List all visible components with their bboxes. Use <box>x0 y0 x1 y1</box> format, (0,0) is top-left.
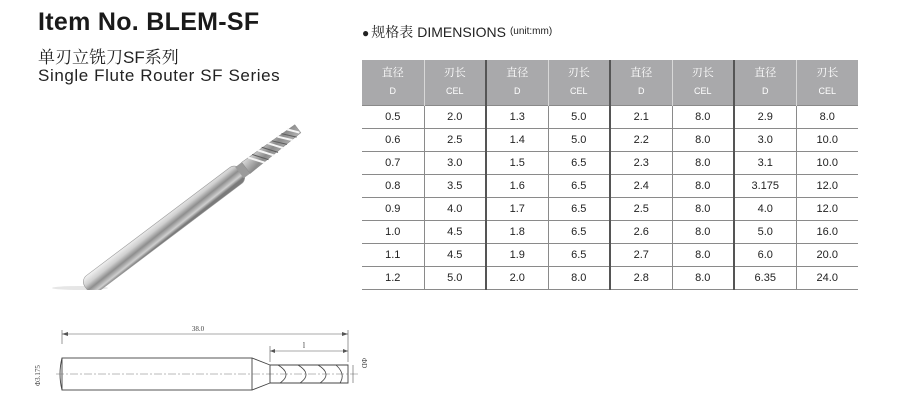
table-cell: 0.6 <box>362 129 424 152</box>
table-cell: 4.0 <box>734 198 796 221</box>
table-row <box>362 175 858 198</box>
table-cell: 8.0 <box>672 267 734 290</box>
col-header-diameter: 直径 D <box>362 60 424 106</box>
col-header-diameter: 直径 D <box>610 60 672 106</box>
table-cell: 8.0 <box>672 244 734 267</box>
table-cell: 0.7 <box>362 152 424 175</box>
table-row <box>362 106 858 129</box>
table-cell: 2.0 <box>486 267 548 290</box>
table-header-row <box>362 60 858 106</box>
table-cell: 1.5 <box>486 152 548 175</box>
unit-label: (unit:mm) <box>509 26 553 37</box>
table-cell: 12.0 <box>796 198 858 221</box>
table-cell: 0.5 <box>362 106 424 129</box>
table-row <box>362 152 858 175</box>
table-row <box>362 129 858 152</box>
table-cell: 6.5 <box>548 221 610 244</box>
dimensions-heading <box>362 22 552 42</box>
col-header-cel: 刃长 CEL <box>672 60 734 106</box>
table-cell: 8.0 <box>672 152 734 175</box>
shank-diameter-label: Φ3.175 <box>34 365 42 386</box>
table-cell: 4.0 <box>424 198 486 221</box>
table-cell: 1.2 <box>362 267 424 290</box>
series-name-english: Single Flute Router SF Series <box>38 66 281 85</box>
table-cell: 3.0 <box>424 152 486 175</box>
dimensions-heading-cn: 规格表 <box>371 24 414 40</box>
table-row <box>362 221 858 244</box>
table-cell: 8.0 <box>672 106 734 129</box>
table-cell: 6.35 <box>734 267 796 290</box>
table-cell: 5.0 <box>424 267 486 290</box>
table-cell: 2.8 <box>610 267 672 290</box>
table-cell: 1.0 <box>362 221 424 244</box>
dimensions-heading-en: DIMENSIONS <box>417 24 506 40</box>
table-cell: 0.9 <box>362 198 424 221</box>
table-cell: 8.0 <box>672 175 734 198</box>
table-cell: 6.5 <box>548 175 610 198</box>
table-cell: 1.7 <box>486 198 548 221</box>
col-header-cel: 刃长 CEL <box>424 60 486 106</box>
router-bit-photo <box>40 120 330 290</box>
table-cell: 3.0 <box>734 129 796 152</box>
flute-length-label: l <box>302 341 306 350</box>
table-cell: 6.5 <box>548 244 610 267</box>
table-cell: 2.0 <box>424 106 486 129</box>
table-cell: 1.9 <box>486 244 548 267</box>
table-cell: 2.2 <box>610 129 672 152</box>
item-title: Item No. BLEM-SF <box>38 8 260 36</box>
table-cell: 8.0 <box>548 267 610 290</box>
bullet-icon: ● <box>362 26 370 40</box>
table-row <box>362 198 858 221</box>
technical-drawing <box>28 318 368 402</box>
col-header-cel: 刃长 CEL <box>796 60 858 106</box>
table-cell: 8.0 <box>796 106 858 129</box>
table-cell: 5.0 <box>548 129 610 152</box>
table-cell: 10.0 <box>796 129 858 152</box>
table-cell: 0.8 <box>362 175 424 198</box>
table-cell: 2.6 <box>610 221 672 244</box>
series-name-chinese: 单刃立铣刀SF系列 <box>38 48 179 67</box>
table-cell: 1.6 <box>486 175 548 198</box>
table-cell: 2.7 <box>610 244 672 267</box>
table-cell: 16.0 <box>796 221 858 244</box>
table-cell: 6.5 <box>548 152 610 175</box>
dimensions-table <box>362 60 858 290</box>
table-row <box>362 267 858 290</box>
table-cell: 10.0 <box>796 152 858 175</box>
table-cell: 4.5 <box>424 221 486 244</box>
table-cell: 12.0 <box>796 175 858 198</box>
overall-length-label: 38.0 <box>191 325 205 333</box>
col-header-cel: 刃长 CEL <box>548 60 610 106</box>
tip-diameter-label: ΦD <box>360 358 368 369</box>
table-cell: 1.3 <box>486 106 548 129</box>
table-cell: 4.5 <box>424 244 486 267</box>
table-cell: 2.4 <box>610 175 672 198</box>
table-cell: 8.0 <box>672 221 734 244</box>
table-cell: 2.3 <box>610 152 672 175</box>
table-cell: 2.5 <box>424 129 486 152</box>
table-cell: 3.5 <box>424 175 486 198</box>
table-cell: 5.0 <box>734 221 796 244</box>
table-cell: 20.0 <box>796 244 858 267</box>
table-cell: 2.1 <box>610 106 672 129</box>
table-cell: 8.0 <box>672 129 734 152</box>
table-cell: 1.8 <box>486 221 548 244</box>
table-cell: 6.0 <box>734 244 796 267</box>
table-cell: 5.0 <box>548 106 610 129</box>
table-cell: 8.0 <box>672 198 734 221</box>
table-cell: 2.5 <box>610 198 672 221</box>
table-cell: 3.1 <box>734 152 796 175</box>
table-cell: 24.0 <box>796 267 858 290</box>
table-row <box>362 244 858 267</box>
col-header-diameter: 直径 D <box>734 60 796 106</box>
table-cell: 2.9 <box>734 106 796 129</box>
col-header-diameter: 直径 D <box>486 60 548 106</box>
table-cell: 3.175 <box>734 175 796 198</box>
table-cell: 1.4 <box>486 129 548 152</box>
table-cell: 6.5 <box>548 198 610 221</box>
table-cell: 1.1 <box>362 244 424 267</box>
